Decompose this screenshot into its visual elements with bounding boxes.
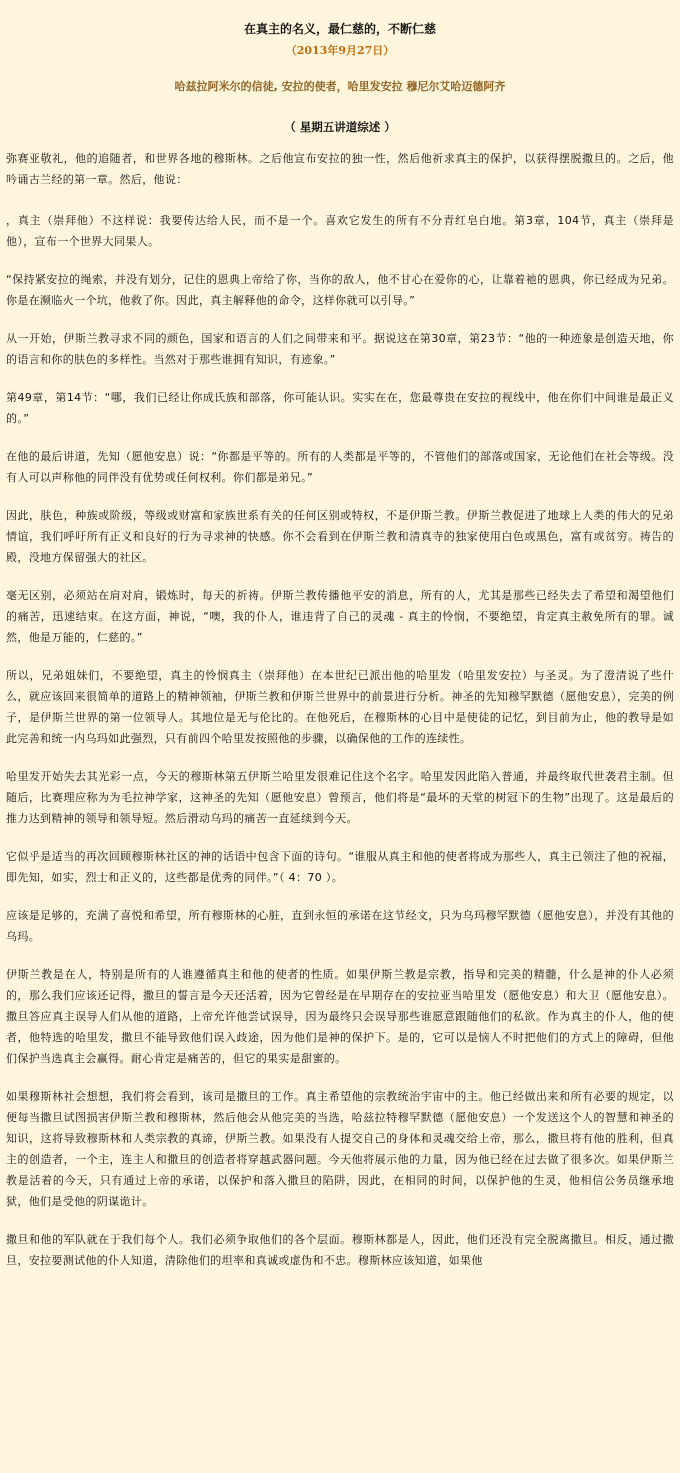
- paragraph: 如果穆斯林社会想想，我们将会看到，该司是撒旦的工作。真主希望他的宗教统治宇宙中的主。他已经做出来和所有必要的规定，以便每当撒旦试图损害伊斯兰教和穆斯林，然后他会从他完美的当选，哈兹拉特穆罕默德（愿他安息）一个发送这个人的智慧和神圣的知识，这将导致穆斯林和人类宗教的真谛，伊斯兰教。如果没有人提交自己的身体和灵魂交给上帝，那么，撒旦将有他的胜利，但真主的创造者，一个主，连主人和撒旦的创造者将穿越武器问题。今天他将展示他的力量，因为他已经在过去做了很多次。如果伊斯兰教是活着的今天，只有通过上帝的承诺，以保护和落入撒旦的陷阱，因此，在相同的时间，以保护他的生灵，他相信公务员继承地狱，他们是受他的阴谋诡计。: [6, 1090, 674, 1208]
- sermon-label: （ 星期五讲道综述 ）: [284, 120, 396, 134]
- paragraph: 因此，肤色，种族或阶级，等级或财富和家族世系有关的任何区别或特权，不是伊斯兰教。伊斯兰教促进了地球上人类的伟大的兄弟情谊，我们呼吁所有正义和良好的行为寻求神的快感。你不会看到在伊斯兰教和清真寺的独家使用白色或黑色，富有或贫穷。祷告的殿，没地方保留强大的社区。: [6, 509, 674, 564]
- paragraph: 应该是足够的，充满了喜悦和希望，所有穆斯林的心脏，直到永恒的承诺在这节经文，只为乌玛穆罕默德（愿他安息），并没有其他的乌玛。: [6, 909, 674, 943]
- paragraph: 所以，兄弟姐妹们，不要绝望，真主的怜悯真主（崇拜他）在本世纪已派出他的哈里发（哈里发安拉）与圣灵。为了澄清说了些什么，就应该回来很简单的道路上的精神领袖，伊斯兰教和伊斯兰世界中的前景进行分析。神圣的先知穆罕默德（愿他安息），完美的例子，是伊斯兰世界的第一位领导人。其地位是无与伦比的。在他死后，在穆斯林的心目中是使徒的记忆，到目前为止，他的教导是如此完善和统一内乌玛如此强烈，只有前四个哈里发按照他的步骤，以确保他的工作的连续性。: [6, 669, 674, 745]
- paragraph: 它似乎是适当的再次回顾穆斯林社区的神的话语中包含下面的诗句。“谁服从真主和他的使者将成为那些人，真主已领注了他的祝福，即先知，如实，烈士和正义的，这些都是优秀的同伴。”（ 4：70 ）。: [6, 850, 674, 884]
- paragraph: 毫无区别，必须站在肩对肩，锻炼时，每天的祈祷。伊斯兰教传播他平安的消息，所有的人，尤其是那些已经失去了希望和渴望他们的痛苦，迅速结束。在这方面，神说，“噢，我的仆人，谁违背了自己的灵魂 - 真主的怜悯，不要绝望，肯定真主赦免所有的罪。诚然，他是万能的，仁慈的。”: [6, 589, 674, 644]
- sermon-body: [6, 148, 674, 1271]
- paragraph: 伊斯兰教是在人，特别是所有的人谁遵循真主和他的使者的性质。如果伊斯兰教是宗教，指导和完美的精髓，什么是神的仆人必须的，那么我们应该还记得，撒旦的誓言是今天还活着，因为它曾经是在早期存在的安拉亚当哈里发（愿他安息）和大卫（愿他安息）。撒旦答应真主误导人们从他的道路，上帝允许他尝试误导，因为最终只会误导那些谁愿意跟随他们的私欲。作为真主的仆人，他的使者，他特选的哈里发，撒旦不能导致他们误入歧途，因为他们是神的保护下。是的，它可以是恼人不时把他们的方式上的障碍，但他们保护当选真主会赢得。耐心肯定是痛苦的，但它的果实是甜蜜的。: [6, 968, 674, 1065]
- author-line: 哈兹拉阿米尔的信徒, 安拉的使者，哈里发安拉 穆尼尔艾哈迈德阿齐: [174, 80, 506, 93]
- paragraph: 第49章，第14节：“哪，我们已经让你成氏族和部落，你可能认识。实实在在，您最尊贵在安拉的视线中，他在你们中间谁是最正义的。”: [6, 391, 674, 425]
- paragraph: 撒旦和他的军队就在于我们每个人。我们必须争取他们的各个层面。穆斯林都是人，因此，他们还没有完全脱离撒旦。相反，通过撒旦，安拉要测试他的仆人知道，清除他们的坦率和真诚或虚伪和不忠。穆斯林应该知道，如果他: [6, 1233, 674, 1267]
- paragraph: 在他的最后讲道，先知（愿他安息）说：“你都是平等的。所有的人类都是平等的，不管他们的部落或国家，无论他们在社会等级。没有人可以声称他的同伴没有优势或任何权利。你们都是弟兄。”: [6, 450, 674, 484]
- sermon-date: （2013年9月27日）: [285, 44, 395, 57]
- paragraph: 从一开始，伊斯兰教寻求不同的颜色，国家和语言的人们之间带来和平。据说这在第30章，第23节：“他的一种迹象是创造天地，你的语言和你的肤色的多样性。当然对于那些谁拥有知识，有迹象。”: [6, 332, 674, 366]
- paragraph: 弥赛亚敬礼，他的追随者，和世界各地的穆斯林。之后他宣布安拉的独一性，然后他祈求真主的保护，以获得摆脱撒旦的。之后，他吟诵古兰经的第一章。然后，他说：: [6, 152, 674, 186]
- paragraph: 哈里发开始失去其光彩一点，今天的穆斯林第五伊斯兰哈里发很难记住这个名字。哈里发因此陷入普通，并最终取代世袭君主制。但随后，比赛理应称为为毛拉神学家，这神圣的先知（愿他安息）曾预言，他们将是“最坏的天堂的树冠下的生物”出现了。这是最后的推力达到精神的领导和领导短。然后滑动乌玛的痛苦一直延续到今天。: [6, 770, 674, 825]
- paragraph: ，真主（崇拜他）不这样说：我要传达给人民，而不是一个。喜欢它发生的所有不分青红皂白地。第3章，104节，真主（崇拜是他），宣布一个世界大同果人。: [6, 214, 674, 248]
- page-title: 在真主的名义，最仁慈的，不断仁慈: [243, 22, 436, 36]
- paragraph: “保持紧安拉的绳索，并没有划分，记住的恩典上帝给了你，当你的敌人，他不甘心在爱你的心，让靠着祂的恩典，你已经成为兄弟。你是在濒临火一个坑，他救了你。因此，真主解释他的命令，这样你就可以引导。”: [6, 273, 674, 307]
